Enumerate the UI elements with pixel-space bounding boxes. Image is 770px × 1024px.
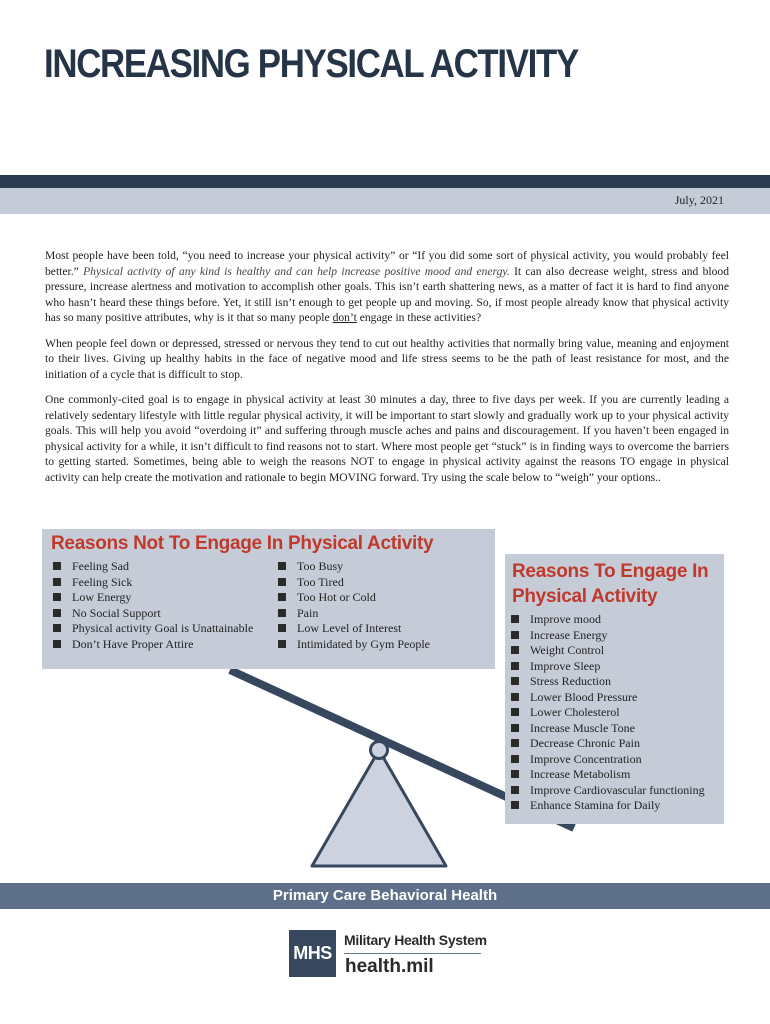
- list-item: Low Level of Interest: [278, 621, 430, 637]
- square-bullet-icon: [511, 801, 519, 809]
- reasons-to-box: [505, 554, 724, 824]
- list-item: Feeling Sad: [53, 559, 253, 575]
- square-bullet-icon: [511, 724, 519, 732]
- square-bullet-icon: [511, 615, 519, 623]
- list-item: Weight Control: [511, 643, 724, 659]
- website-address: health.mil: [345, 956, 434, 977]
- list-item: Improve Sleep: [511, 659, 724, 675]
- list-item: Stress Reduction: [511, 674, 724, 690]
- scale-pivot: [371, 742, 388, 759]
- list-item: Too Hot or Cold: [278, 590, 430, 606]
- paragraph-1-end: engage in these activities?: [356, 311, 482, 324]
- list-item: Too Busy: [278, 559, 430, 575]
- square-bullet-icon: [53, 609, 61, 617]
- list-item: Intimidated by Gym People: [278, 637, 430, 653]
- list-item: Decrease Chronic Pain: [511, 736, 724, 752]
- square-bullet-icon: [511, 708, 519, 716]
- square-bullet-icon: [511, 631, 519, 639]
- reasons-not-left-list: [53, 559, 253, 652]
- list-item: Improve Cardiovascular functioning: [511, 783, 724, 799]
- list-item: Enhance Stamina for Daily: [511, 798, 724, 814]
- square-bullet-icon: [53, 624, 61, 632]
- paragraph-1-intro: Most people have been told, “you need to increase your physical activity” or “If you did some sort of physical activity, you would probably feel better.”: [45, 249, 729, 278]
- square-bullet-icon: [278, 609, 286, 617]
- list-item: Improve mood: [511, 612, 724, 628]
- list-item: Lower Blood Pressure: [511, 690, 724, 706]
- square-bullet-icon: [511, 770, 519, 778]
- list-item: Physical activity Goal is Unattainable: [53, 621, 253, 637]
- square-bullet-icon: [53, 640, 61, 648]
- square-bullet-icon: [278, 624, 286, 632]
- reasons-not-right-list: [278, 559, 430, 652]
- organization-name: Military Health System: [344, 932, 487, 948]
- reasons-not-box: [42, 529, 495, 669]
- program-name: Primary Care Behavioral Health: [272, 887, 498, 904]
- list-item: Don’t Have Proper Attire: [53, 637, 253, 653]
- reasons-to-list: [511, 612, 724, 814]
- list-item: Lower Cholesterol: [511, 705, 724, 721]
- reasons-to-title: Reasons To Engage In Physical Activity: [512, 561, 709, 607]
- square-bullet-icon: [278, 578, 286, 586]
- mhs-logo-icon: MHS: [289, 930, 336, 977]
- square-bullet-icon: [511, 739, 519, 747]
- square-bullet-icon: [53, 578, 61, 586]
- list-item: No Social Support: [53, 606, 253, 622]
- square-bullet-icon: [53, 562, 61, 570]
- reasons-not-title: Reasons Not To Engage In Physical Activity: [51, 533, 434, 554]
- list-item: Feeling Sick: [53, 575, 253, 591]
- square-bullet-icon: [511, 755, 519, 763]
- square-bullet-icon: [511, 693, 519, 701]
- list-item: Increase Metabolism: [511, 767, 724, 783]
- list-item: Increase Energy: [511, 628, 724, 644]
- logo-divider: [344, 953, 481, 954]
- square-bullet-icon: [278, 562, 286, 570]
- paragraph-3: One commonly-cited goal is to engage in physical activity at least 30 minutes a day, three to five days per week. If you are currently leading a relatively sedentary lifestyle with little regular physical activity, it will be important to start slowly and gradually work up to your physical activity goals. This will help you avoid “overdoing it” and suffering through muscle aches and pains and discouragement. If you haven’t been engaged in physical activity for a while, it isn’t difficult to find reasons not to start. Where most people get “stuck” is in finding ways to overcome the barriers to getting started. Sometimes, being able to weigh the reasons NOT to engage in physical activity against the reasons TO engage in physical activity can help create the motivation and rationale to begin MOVING forward. Try using the scale below to “weigh” your options..: [45, 393, 729, 484]
- scale-fulcrum: [312, 750, 446, 866]
- paragraph-1-emphasis: Physical activity of any kind is healthy and can help increase positive mood and energy.: [83, 264, 510, 278]
- paragraph-1-underlined: don’t: [332, 311, 357, 324]
- square-bullet-icon: [278, 640, 286, 648]
- paragraph-1-middle: It can also decrease weight, stress and blood pressure, increase alertness and motivation to accomplish other goals. This isn’t earth shattering news, as a matter of fact it is hard to find anyone who hasn’t heard these things before. Yet, it still isn’t enough to get people up and moving. So, if most people already know that physical activity has so many positive attributes, why is it that so many people: [45, 264, 729, 324]
- square-bullet-icon: [511, 786, 519, 794]
- list-item: Too Tired: [278, 575, 430, 591]
- square-bullet-icon: [511, 662, 519, 670]
- list-item: Increase Muscle Tone: [511, 721, 724, 737]
- footer-band: [0, 883, 770, 909]
- publication-date: July, 2021: [674, 193, 724, 207]
- page-title: INCREASING PHYSICAL ACTIVITY: [44, 42, 578, 86]
- square-bullet-icon: [511, 677, 519, 685]
- list-item: Pain: [278, 606, 430, 622]
- square-bullet-icon: [511, 646, 519, 654]
- square-bullet-icon: [278, 593, 286, 601]
- paragraph-2: When people feel down or depressed, stressed or nervous they tend to cut out healthy activities that normally bring value, meaning and enjoyment to their lives. Giving up healthy habits in the face of negative mood and life stress seems to be the path of least resistance for most, and the initiation of a cycle that is difficult to stop.: [45, 336, 729, 381]
- list-item: Improve Concentration: [511, 752, 724, 768]
- square-bullet-icon: [53, 593, 61, 601]
- list-item: Low Energy: [53, 590, 253, 606]
